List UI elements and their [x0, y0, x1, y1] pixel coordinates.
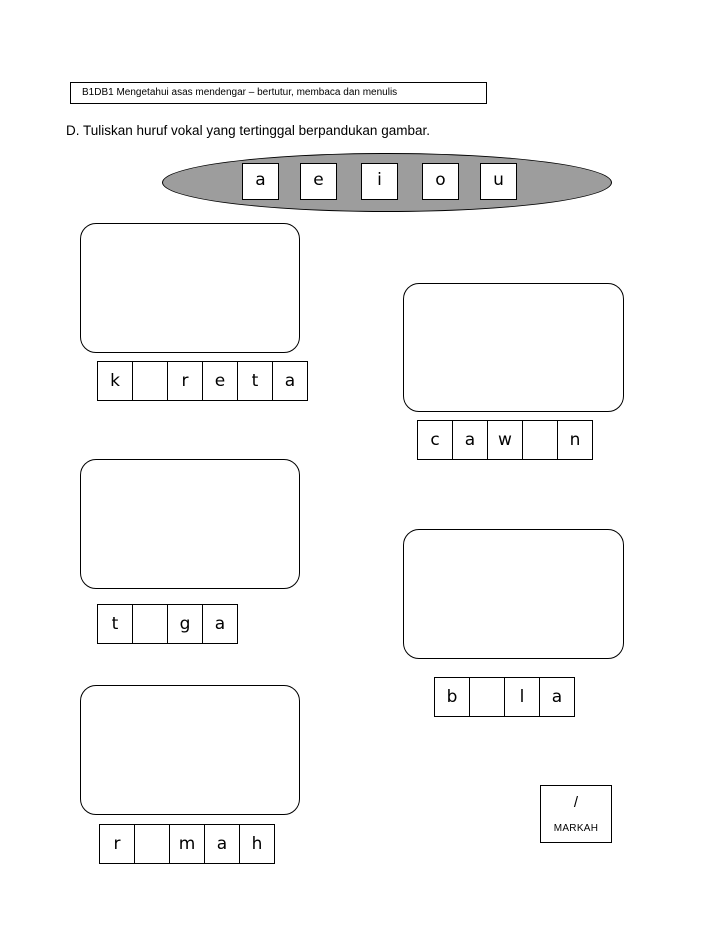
letter-cell: t: [97, 604, 133, 644]
letter-cell: m: [169, 824, 205, 864]
word-row-rumah: [99, 824, 275, 864]
vowel-u: u: [480, 163, 517, 200]
word-row-kereta: [97, 361, 308, 401]
learning-objective-box: [70, 82, 487, 104]
vowel-o: o: [422, 163, 459, 200]
letter-cell: a: [204, 824, 240, 864]
blank-letter-cell[interactable]: [469, 677, 505, 717]
picture-box-cawan: [403, 283, 624, 412]
letter-cell: a: [539, 677, 575, 717]
letter-cell: a: [202, 604, 238, 644]
letter-cell: n: [557, 420, 593, 460]
score-box: [540, 785, 612, 843]
picture-box-bola: [403, 529, 624, 659]
letter-cell: a: [452, 420, 488, 460]
vowel-e: e: [300, 163, 337, 200]
learning-objective-text: B1DB1 Mengetahui asas mendengar – bertutur, membaca dan menulis: [82, 87, 398, 98]
letter-cell: h: [239, 824, 275, 864]
picture-box-rumah: [80, 685, 300, 815]
score-slash: /: [573, 794, 579, 811]
word-row-tiga: [97, 604, 238, 644]
letter-cell: g: [167, 604, 203, 644]
blank-letter-cell[interactable]: [522, 420, 558, 460]
instruction-text: D. Tuliskan huruf vokal yang tertinggal berpandukan gambar.: [66, 123, 430, 138]
vowel-i: i: [361, 163, 398, 200]
vowel-a: a: [242, 163, 279, 200]
letter-cell: k: [97, 361, 133, 401]
word-row-cawan: [417, 420, 593, 460]
letter-cell: w: [487, 420, 523, 460]
word-row-bola: [434, 677, 575, 717]
picture-box-kereta: [80, 223, 300, 353]
blank-letter-cell[interactable]: [132, 604, 168, 644]
letter-cell: c: [417, 420, 453, 460]
letter-cell: l: [504, 677, 540, 717]
letter-cell: r: [167, 361, 203, 401]
blank-letter-cell[interactable]: [134, 824, 170, 864]
picture-box-tiga: [80, 459, 300, 589]
letter-cell: r: [99, 824, 135, 864]
letter-cell: t: [237, 361, 273, 401]
letter-cell: b: [434, 677, 470, 717]
score-label: MARKAH: [553, 823, 599, 834]
letter-cell: a: [272, 361, 308, 401]
letter-cell: e: [202, 361, 238, 401]
blank-letter-cell[interactable]: [132, 361, 168, 401]
